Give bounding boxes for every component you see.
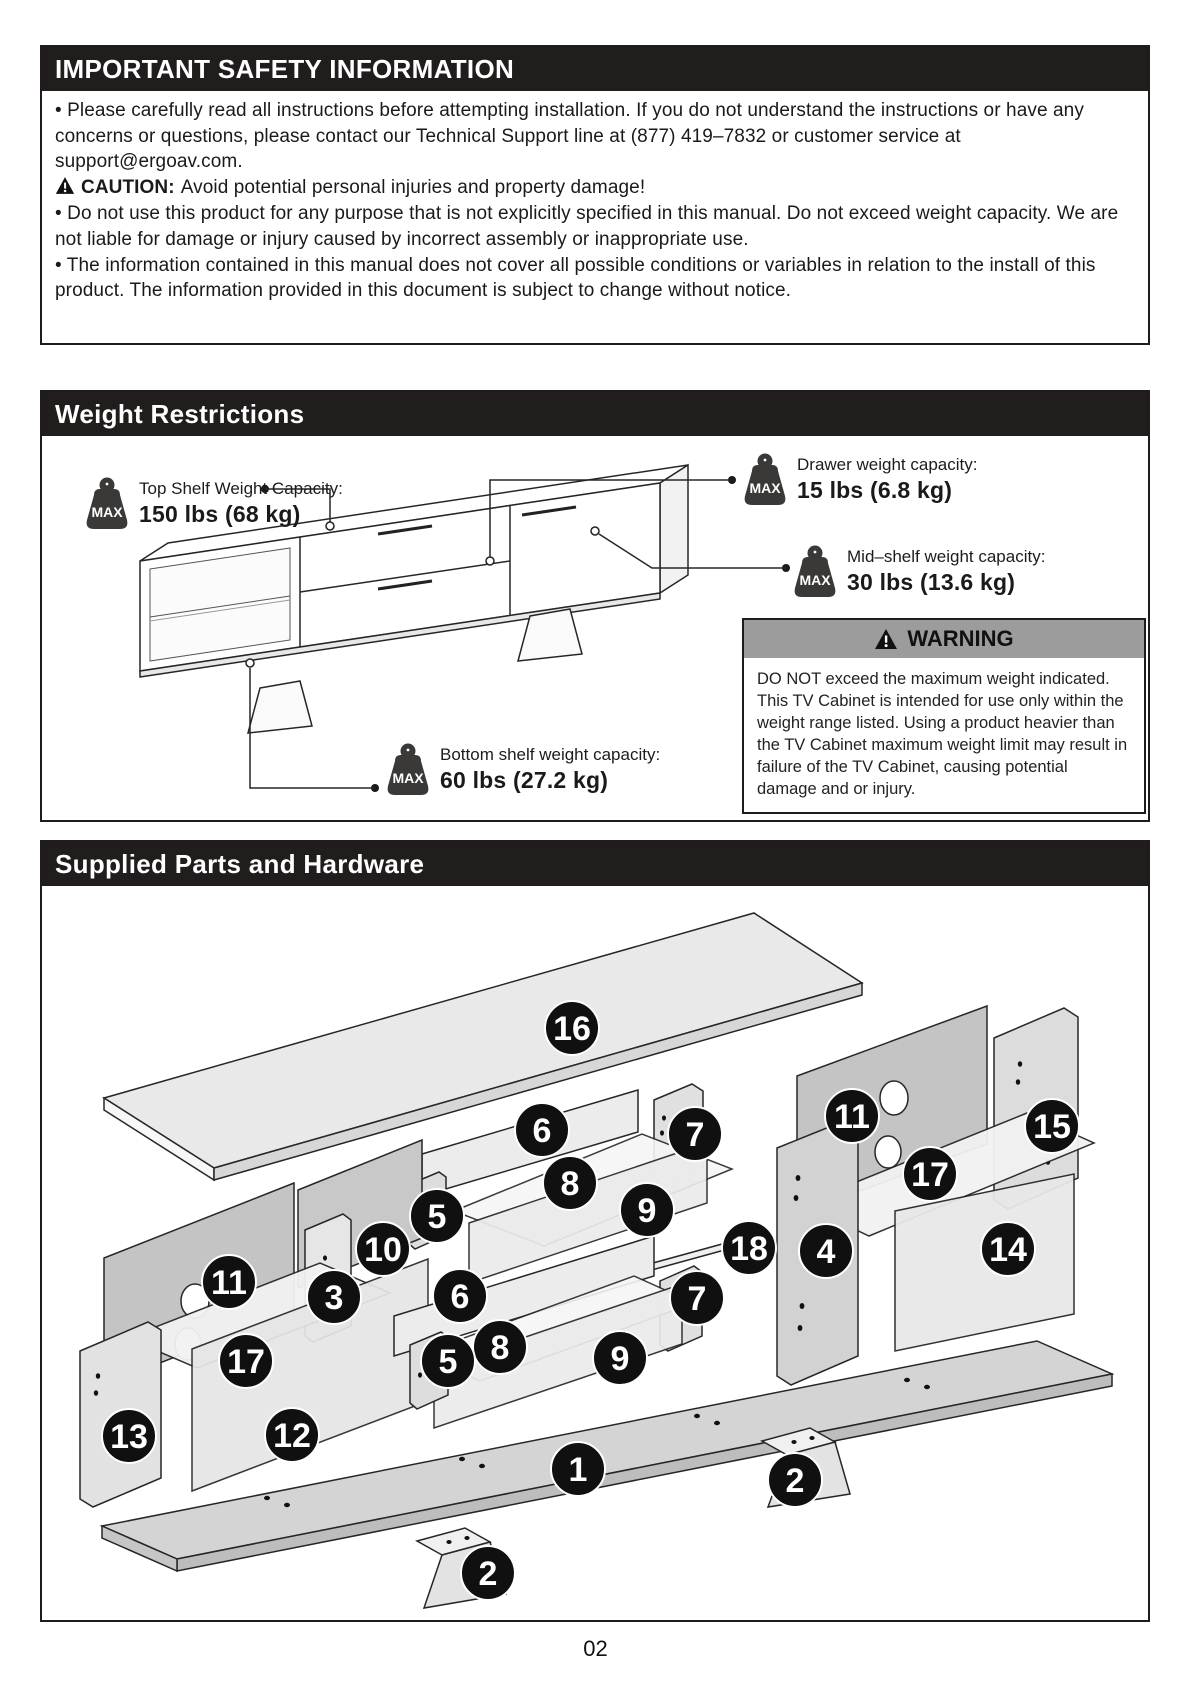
weight-label-title: Bottom shelf weight capacity:	[440, 745, 661, 764]
part-callout-16	[545, 1001, 599, 1055]
mid-shelf-weight-label	[792, 544, 1045, 598]
safety-section	[40, 45, 1150, 345]
warning-title: WARNING	[907, 626, 1014, 651]
weight-label-value: 150 lbs (68 kg)	[139, 501, 301, 527]
weight-label-title: Drawer weight capacity:	[797, 455, 978, 474]
svg-text:8: 8	[560, 1165, 580, 1203]
part-callout-13	[102, 1409, 156, 1463]
svg-text:18: 18	[730, 1230, 768, 1268]
max-weight-icon	[792, 544, 838, 598]
svg-text:13: 13	[110, 1418, 148, 1456]
weight-label-value: 60 lbs (27.2 kg)	[440, 767, 609, 793]
exploded-parts-diagram	[42, 886, 1148, 1620]
svg-text:MAX: MAX	[392, 770, 424, 786]
part-callout-11	[825, 1089, 879, 1143]
svg-text:11: 11	[834, 1098, 870, 1136]
svg-text:17: 17	[911, 1156, 949, 1194]
svg-text:10: 10	[364, 1231, 402, 1269]
safety-paragraph-3: • The information contained in this manual does not cover all possible conditions or variables in relation to the install of this product. The information provided in this document is subject to change without notice.	[55, 254, 1096, 302]
part-callout-15	[1025, 1099, 1079, 1153]
max-weight-icon	[84, 476, 130, 530]
part-callout-5	[410, 1189, 464, 1243]
svg-text:4: 4	[816, 1233, 836, 1271]
part-callout-10	[356, 1222, 410, 1276]
svg-text:2: 2	[478, 1555, 498, 1593]
weight-section-title: Weight Restrictions	[42, 392, 1148, 436]
svg-text:5: 5	[427, 1198, 447, 1236]
top-shelf-weight-label	[84, 476, 343, 530]
weight-label-title: Top Shelf Weight Capacity:	[139, 479, 343, 498]
part-callout-17	[903, 1147, 957, 1201]
svg-text:9: 9	[637, 1192, 657, 1230]
part-callout-7	[670, 1271, 724, 1325]
safety-section-title: IMPORTANT SAFETY INFORMATION	[42, 47, 1148, 91]
max-weight-icon	[385, 742, 431, 796]
svg-text:6: 6	[450, 1278, 470, 1316]
part-callout-6	[433, 1269, 487, 1323]
part-callout-1	[551, 1442, 605, 1496]
part-callout-7	[668, 1107, 722, 1161]
caution-label: CAUTION:	[81, 177, 175, 199]
svg-text:6: 6	[532, 1112, 552, 1150]
part-callout-2	[461, 1546, 515, 1600]
weight-diagram-area	[42, 436, 1148, 820]
part-callout-8	[473, 1320, 527, 1374]
exploded-view-drawing	[42, 886, 1148, 1620]
svg-text:12: 12	[273, 1417, 311, 1455]
svg-text:7: 7	[685, 1116, 705, 1154]
page-number: 02	[583, 1636, 608, 1661]
svg-text:14: 14	[989, 1231, 1027, 1269]
part-callout-17	[219, 1334, 273, 1388]
part-callout-2	[768, 1453, 822, 1507]
svg-text:15: 15	[1033, 1108, 1071, 1146]
caution-line	[55, 175, 1135, 202]
svg-text:2: 2	[785, 1462, 805, 1500]
part-callout-12	[265, 1408, 319, 1462]
safety-text	[42, 91, 1148, 304]
bottom-shelf-weight-label	[385, 742, 660, 796]
warning-box	[742, 618, 1146, 814]
part-callout-11	[202, 1255, 256, 1309]
max-weight-icon	[742, 452, 788, 506]
safety-paragraph-2: • Do not use this product for any purpose that is not explicitly specified in this manual. Do not exceed weight capacity. We are not liable for damage or injury caused by incorrect assembly or inappropriate use.	[55, 203, 1119, 250]
svg-text:1: 1	[568, 1451, 588, 1489]
part-callout-3	[307, 1270, 361, 1324]
weight-restrictions-section	[40, 390, 1150, 822]
part-callout-18	[722, 1221, 776, 1275]
svg-text:MAX: MAX	[749, 480, 781, 496]
part-callout-8	[543, 1156, 597, 1210]
svg-text:5: 5	[438, 1343, 458, 1381]
part-callout-5	[421, 1334, 475, 1388]
warning-text: DO NOT exceed the maximum weight indicated. This TV Cabinet is intended for use only within the weight range listed. Using a product heavier than the TV Cabinet maximum weight limit may result in failure of the TV Cabinet, causing potential damage and or injury.	[757, 670, 1128, 798]
svg-text:MAX: MAX	[799, 572, 831, 588]
svg-text:8: 8	[490, 1329, 510, 1367]
warning-box-header	[744, 620, 1144, 658]
caution-text: Avoid potential personal injuries and property damage!	[180, 177, 646, 199]
svg-text:16: 16	[553, 1010, 591, 1048]
part-callout-6	[515, 1103, 569, 1157]
svg-text:11: 11	[211, 1264, 247, 1302]
weight-label-value: 30 lbs (13.6 kg)	[847, 569, 1016, 595]
drawer-weight-label	[742, 452, 977, 506]
svg-text:17: 17	[227, 1343, 265, 1381]
part-callout-4	[799, 1224, 853, 1278]
safety-paragraph-1: • Please carefully read all instructions before attempting installation. If you do not understand the instructions or have any concerns or questions, please contact our Technical Support line at (877) 419–7832 or customer service at support@ergoav.com.	[55, 100, 1084, 173]
caution-triangle-icon	[55, 176, 75, 203]
warning-triangle-icon	[874, 628, 898, 650]
weight-label-title: Mid–shelf weight capacity:	[847, 547, 1046, 566]
svg-text:7: 7	[687, 1280, 707, 1318]
parts-section-title: Supplied Parts and Hardware	[42, 842, 1148, 886]
weight-label-value: 15 lbs (6.8 kg)	[797, 477, 953, 503]
svg-text:3: 3	[324, 1279, 344, 1317]
part-callout-9	[620, 1183, 674, 1237]
svg-text:MAX: MAX	[91, 504, 123, 520]
part-callout-9	[593, 1331, 647, 1385]
supplied-parts-section	[40, 840, 1150, 1622]
part-callout-14	[981, 1222, 1035, 1276]
svg-text:9: 9	[610, 1340, 630, 1378]
